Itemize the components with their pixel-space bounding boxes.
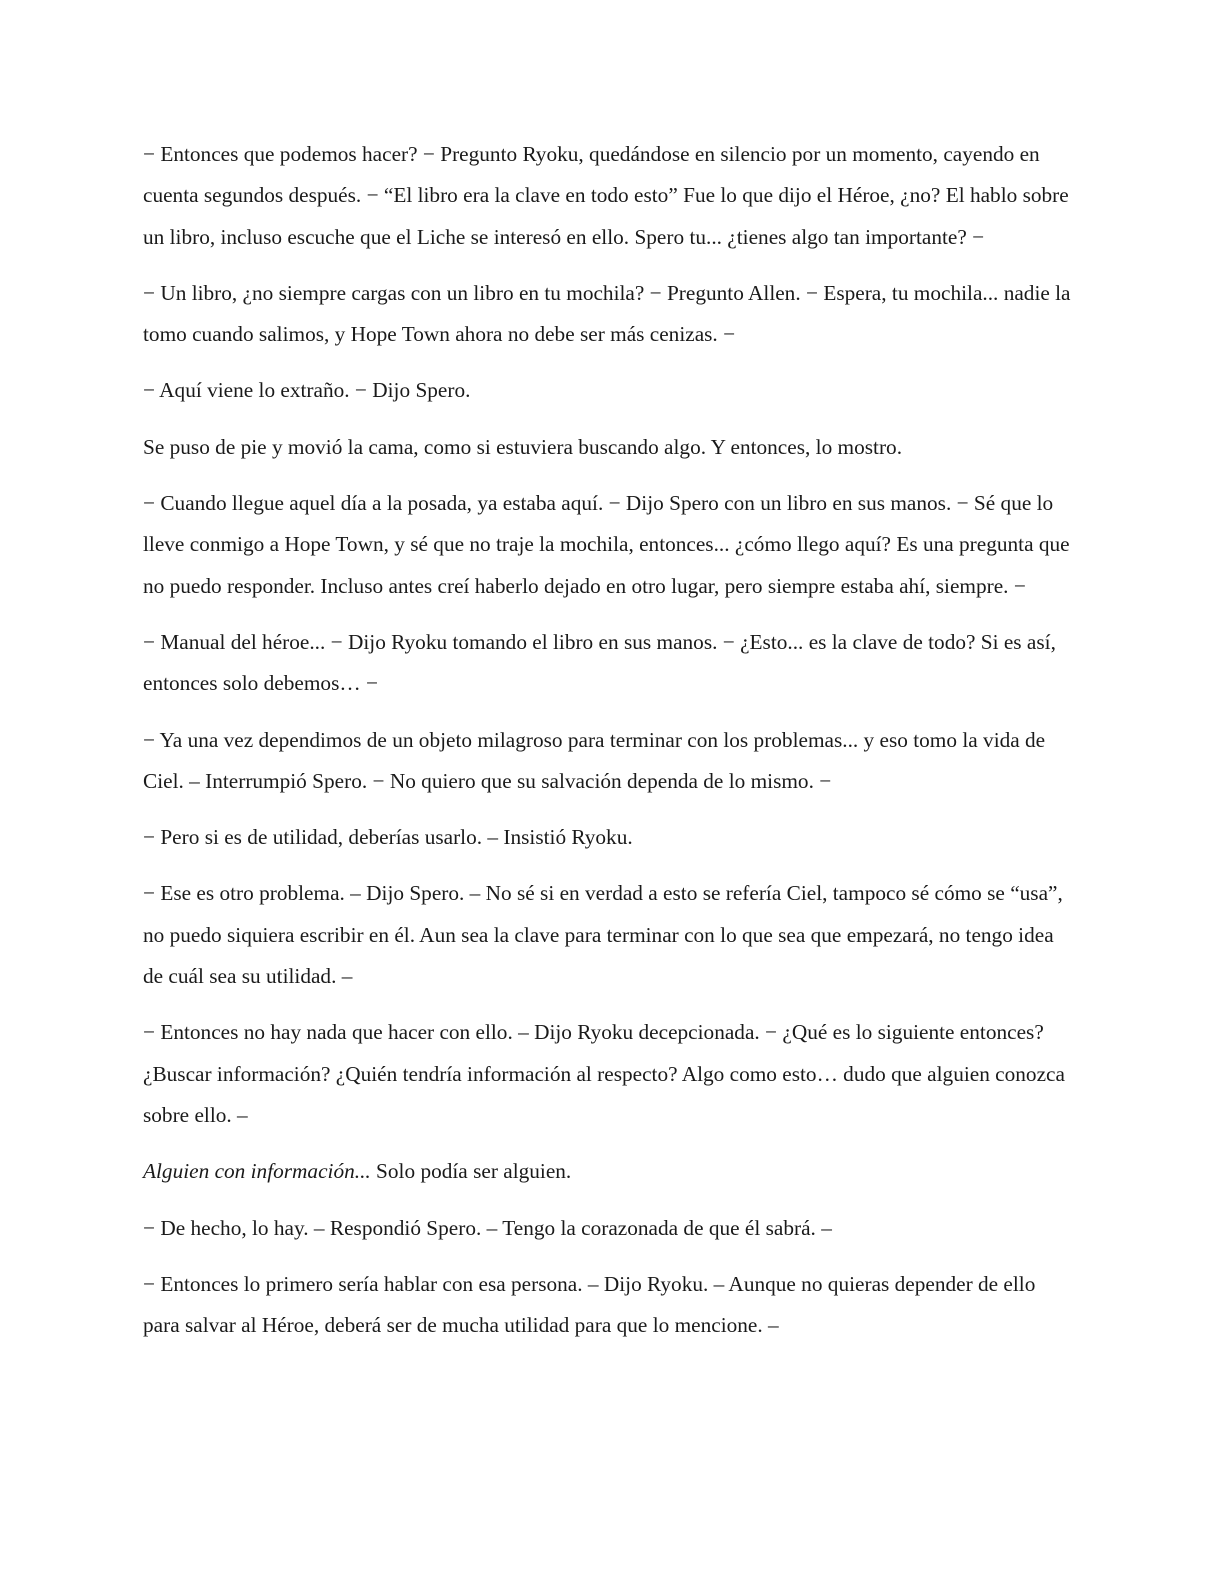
paragraph: Se puso de pie y movió la cama, como si estuviera buscando algo. Y entonces, lo mostro. xyxy=(143,434,903,459)
paragraph-with-italic xyxy=(143,1151,1073,1192)
paragraph-text: Solo podía ser alguien. xyxy=(370,1159,572,1184)
document-page xyxy=(143,134,1073,1361)
paragraph: − Aquí viene lo extraño. − Dijo Spero. xyxy=(143,378,471,403)
paragraph: − Cuando llegue aquel día a la posada, ya estaba aquí. − Dijo Spero con un libro en sus manos. − Sé que lo lleve conmigo a Hope Town, y sé que no traje la mochila, entonces... ¿cómo llego aquí? Es una pregunta que no puedo responder. Incluso antes creí haberlo dejado en otro lugar, pero siempre estaba ahí, siempre. − xyxy=(143,491,1070,598)
paragraph: − Entonces que podemos hacer? − Pregunto Ryoku, quedándose en silencio por un momento, cayendo en cuenta segundos después. − “El libro era la clave en todo esto” Fue lo que dijo el Héroe, ¿no? El hablo sobre un libro, incluso escuche que el Liche se interesó en ello. Spero tu... ¿tienes algo tan importante? − xyxy=(143,142,1069,249)
italic-thought: Alguien con información... xyxy=(143,1159,371,1184)
paragraph: − Manual del héroe... − Dijo Ryoku tomando el libro en sus manos. − ¿Esto... es la clave de todo? Si es así, entonces solo debemos… − xyxy=(143,629,1056,696)
paragraph: − Un libro, ¿no siempre cargas con un libro en tu mochila? − Pregunto Allen. − Espera, tu mochila... nadie la tomo cuando salimos, y Hope Town ahora no debe ser más cenizas. − xyxy=(143,280,1071,347)
paragraph: − De hecho, lo hay. – Respondió Spero. – Tengo la corazonada de que él sabrá. – xyxy=(143,1215,832,1240)
paragraph: − Entonces lo primero sería hablar con esa persona. – Dijo Ryoku. – Aunque no quieras depender de ello para salvar al Héroe, deberá ser de mucha utilidad para que lo mencione. – xyxy=(143,1271,1036,1338)
paragraph: − Ese es otro problema. – Dijo Spero. – No sé si en verdad a esto se refería Ciel, tampoco sé cómo se “usa”, no puedo siquiera escribir en él. Aun sea la clave para terminar con lo que sea que empezará, no tengo idea de cuál sea su utilidad. – xyxy=(143,881,1063,989)
paragraph: − Ya una vez dependimos de un objeto milagroso para terminar con los problemas... y eso tomo la vida de Ciel. – Interrumpió Spero. − No quiero que su salvación dependa de lo mismo. − xyxy=(143,727,1046,793)
paragraph: − Pero si es de utilidad, deberías usarlo. – Insistió Ryoku. xyxy=(143,825,633,850)
paragraph: − Entonces no hay nada que hacer con ello. – Dijo Ryoku decepcionada. − ¿Qué es lo siguiente entonces? ¿Buscar información? ¿Quién tendría información al respecto? Algo como esto… dudo que alguien conozca sobre ello. – xyxy=(143,1020,1065,1127)
